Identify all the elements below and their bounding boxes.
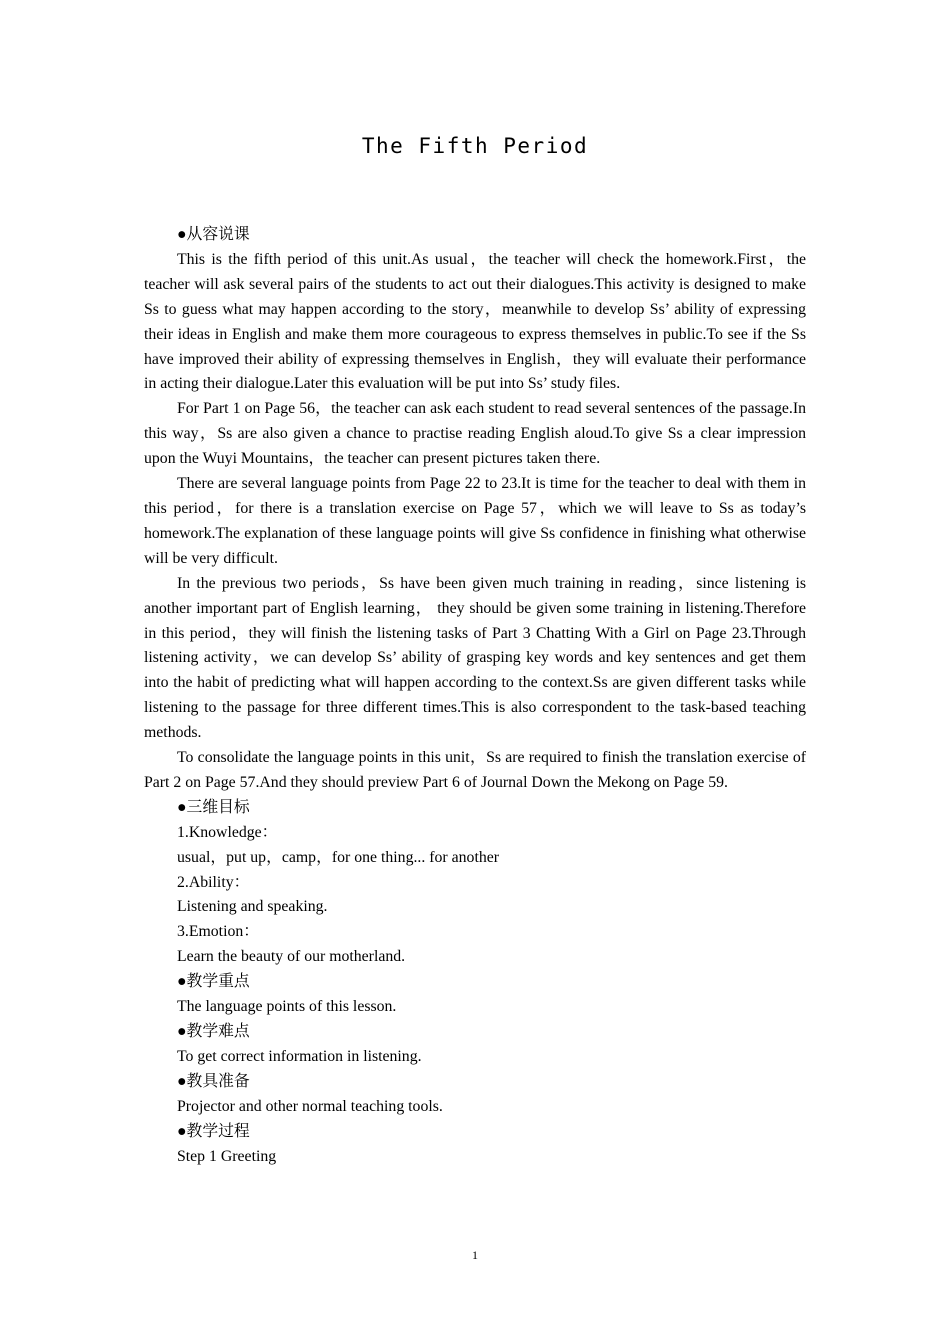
tools-text: Projector and other normal teaching tools. <box>177 1097 443 1115</box>
section-heading-intro: ●从容说课 <box>177 226 250 243</box>
paragraph-4: In the previous two periods，Ss have been given much training in reading，since listening is another important part of English learning， they should be given some training in listening.Therefore in this period，they will finish the listening tasks of Part 3 Chatting With a Girl on Page 23.Through listening activity，we can develop Ss’ ability of grasping key words and key sentences and get them into the habit of predicting what will happen according to the context.Ss are given different tasks while listening to the passage for three different times.This is also correspondent to the task-based teaching methods. <box>144 574 806 742</box>
page-title: The Fifth Period <box>361 134 589 158</box>
step-1: Step 1 Greeting <box>177 1147 277 1165</box>
document-body <box>144 223 806 1169</box>
section-heading-objectives: ●三维目标 <box>177 798 250 816</box>
knowledge-items: usual，put up，camp，for one thing... for another <box>177 848 500 866</box>
ability-label: 2.Ability： <box>177 873 250 891</box>
section-heading-process: ●教学过程 <box>177 1122 250 1140</box>
knowledge-label: 1.Knowledge： <box>177 823 278 841</box>
paragraph-2: For Part 1 on Page 56，the teacher can ask each student to read several sentences of the passage.In this way，Ss are also given a chance to practise reading English aloud.To give Ss a clear impression upon the Wuyi Mountains，the teacher can present pictures taken there. <box>144 400 806 468</box>
difficulties-text: To get correct information in listening. <box>177 1047 422 1065</box>
page-number: 1 <box>472 1248 478 1262</box>
section-heading-tools: ●教具准备 <box>177 1072 250 1090</box>
paragraph-3: There are several language points from Page 22 to 23.It is time for the teacher to deal with them in this period，for there is a translation exercise on Page 57，which we will leave to Ss as today’s homework.The explanation of these language points will give Ss confidence in finishing what otherwise will be very difficult. <box>144 475 806 567</box>
paragraph-5: To consolidate the language points in this unit，Ss are required to finish the translation exercise of Part 2 on Page 57.And they should preview Part 6 of Journal Down the Mekong on Page 59. <box>144 749 806 791</box>
section-heading-difficulties: ●教学难点 <box>177 1023 250 1040</box>
emotion-text: Learn the beauty of our motherland. <box>177 948 406 966</box>
ability-text: Listening and speaking. <box>177 898 328 916</box>
section-heading-key-points: ●教学重点 <box>177 973 250 991</box>
emotion-label: 3.Emotion： <box>177 923 260 941</box>
paragraph-1: This is the fifth period of this unit.As usual，the teacher will check the homework.First，the teacher will ask several pairs of the students to act out their dialogues.This activity is designed to make Ss to guess what may happen according to the story，meanwhile to develop Ss’ ability of expressing their ideas in English and make them more courageous to express themselves in public.To see if the Ss have improved their ability of expressing themselves in English，they will evaluate their performance in acting their dialogue.Later this evaluation will be put into Ss’ study files. <box>144 250 806 393</box>
key-points-text: The language points of this lesson. <box>177 998 397 1016</box>
